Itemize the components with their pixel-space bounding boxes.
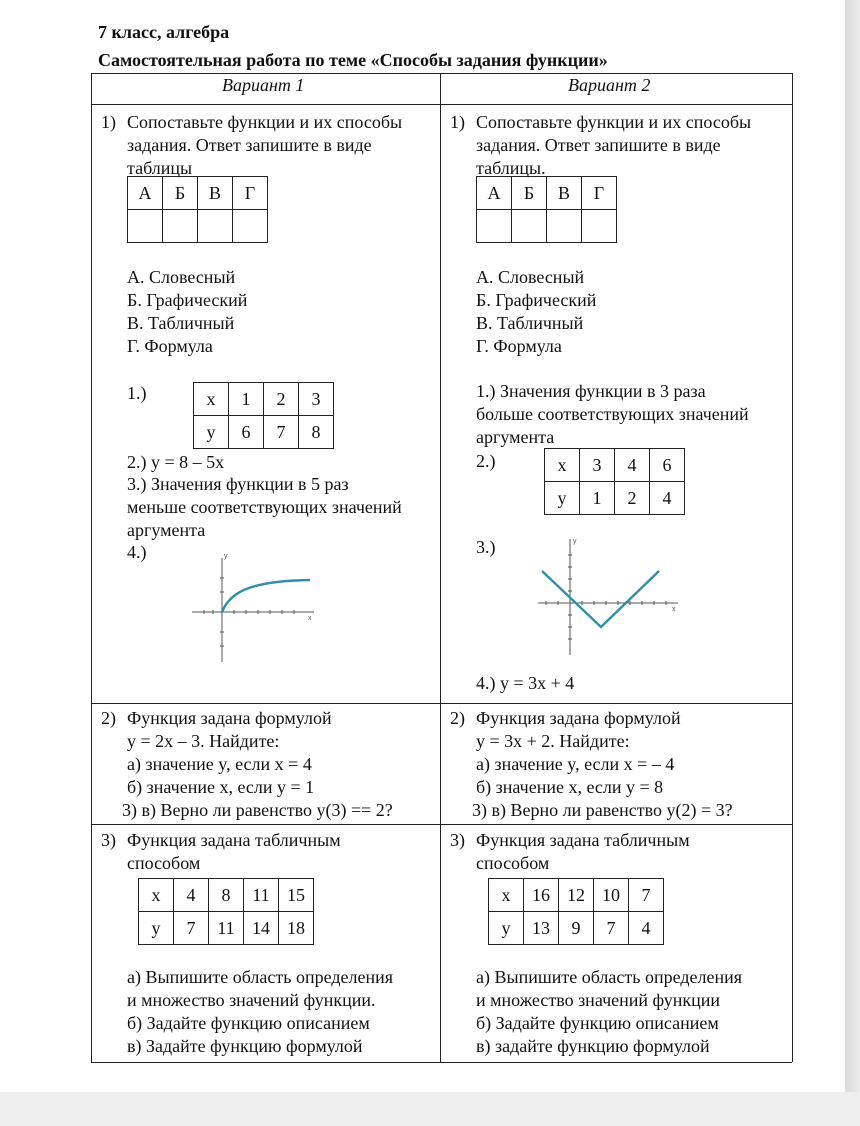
v1-method-b: Б. Графический [127,290,248,310]
v1-graph-x-label: x [308,615,312,622]
v2-item1-line1: 1.) Значения функции в 3 раза [476,381,706,401]
v2-item3-graph [532,533,682,663]
grid-line-right [792,73,793,1062]
v1-method-v: В. Табличный [127,313,235,333]
v2-item2-x-value: 3 [580,449,615,482]
v1-task3-number: 3) [101,830,116,850]
v2-answer-cell[interactable] [477,210,512,243]
v2-task3-y-value: 13 [524,912,559,945]
grid-line-bottom [91,1062,792,1063]
v1-item1-y-value: 7 [264,416,299,449]
v2-task2-line2: y = 3x + 2. Найдите: [476,731,630,751]
v1-item1-x-value: 3 [299,383,334,416]
v2-answer-cell[interactable] [547,210,582,243]
v1-task1-number: 1) [101,112,116,132]
v2-answer-header-g: Г [582,177,617,210]
v1-task2-line3: а) значение y, если x = 4 [127,754,312,774]
v1-answer-cell[interactable] [198,210,233,243]
v1-answer-header-v: В [198,177,233,210]
v2-task2-line4: б) значение x, если y = 8 [476,777,664,797]
v1-task2-line2: y = 2x – 3. Найдите: [127,731,280,751]
v2-answer-header-b: Б [512,177,547,210]
v1-item1-y-value: 8 [299,416,334,449]
page-edge-shadow [845,0,860,1126]
v1-task3-x-value: 11 [244,879,279,912]
v2-task2-line3: а) значение y, если x = – 4 [476,754,675,774]
v2-task3-line2: способом [476,853,550,873]
v1-item1-label: 1.) [127,383,147,403]
v1-answer-cell[interactable] [163,210,198,243]
v1-task3-y-value: 7 [174,912,209,945]
v1-item1-x-header: x [194,383,229,416]
v2-answer-cell[interactable] [582,210,617,243]
v1-answer-cell[interactable] [233,210,268,243]
worksheet-title: Самостоятельная работа по теме «Способы задания функции» [98,50,608,70]
v1-task1-text: Сопоставьте функции и их способы задания. Ответ запишите в виде таблицы [127,112,403,178]
v2-task3-number: 3) [450,830,465,850]
v2-item2-y-value: 2 [615,482,650,515]
v1-item1-x-value: 2 [264,383,299,416]
v1-answer-header-a: А [128,177,163,210]
v1-task3-q2: и множество значений функции. [127,990,376,1010]
v1-task2-line5: 3) в) Верно ли равенство y(3) == 2? [122,800,393,820]
v1-item3-line1: 3.) Значения функции в 5 раз [127,474,349,494]
v2-item2-x-header: x [545,449,580,482]
v2-task3-y-header: y [489,912,524,945]
v1-task2-number: 2) [101,708,116,728]
v2-method-b: Б. Графический [476,290,597,310]
v1-task3-x-value: 4 [174,879,209,912]
v2-task2-number: 2) [450,708,465,728]
v2-graph-x-label: x [672,606,676,613]
v2-item1-line3: аргумента [476,427,555,447]
grid-line-top [91,73,792,74]
v2-answer-header-v: В [547,177,582,210]
v1-item4-graph [190,548,320,668]
v2-task3-x-value: 7 [629,879,664,912]
v1-item1-y-value: 6 [229,416,264,449]
v1-task3-y-value: 11 [209,912,244,945]
v2-task3-x-value: 16 [524,879,559,912]
v1-task3-y-header: y [139,912,174,945]
v1-method-a: А. Словесный [127,267,236,287]
v1-task3-q1: а) Выпишите область определения [127,967,393,987]
v2-task3-q1: а) Выпишите область определения [476,967,742,987]
v1-task3-x-header: x [139,879,174,912]
v1-item3-line3: аргумента [127,520,206,540]
v2-task3-y-value: 9 [559,912,594,945]
v1-answer-header-g: Г [233,177,268,210]
v2-item1-line2: больше соответствующих значений [476,404,749,424]
v1-item3-line2: меньше соответствующих значений [127,497,402,517]
v2-graph-v-line [542,571,659,627]
v2-item2-y-header: y [545,482,580,515]
grid-line-middle [440,73,441,1062]
v1-answer-table [127,176,268,243]
page-bottom-margin [0,1092,860,1126]
grid-line-row1 [91,703,792,704]
grid-line-header [91,104,792,105]
v2-task3-q3: б) Задайте функцию описанием [476,1013,719,1033]
v2-item2-label: 2.) [476,451,496,471]
v1-item4-label: 4.) [127,542,147,562]
v2-answer-table [476,176,617,243]
variant1-heading: Вариант 1 [222,75,305,95]
v2-item4-formula: 4.) y = 3x + 4 [476,673,575,693]
v2-task3-y-value: 7 [594,912,629,945]
v1-answer-cell[interactable] [128,210,163,243]
v2-task3-x-header: x [489,879,524,912]
v2-task3-line1: Функция задана табличным [476,830,690,850]
v1-task3-table [138,878,314,945]
v1-task2-line4: б) значение x, если y = 1 [127,777,315,797]
v2-method-a: А. Словесный [476,267,585,287]
v1-graph-curve [222,580,310,612]
v1-task3-y-value: 14 [244,912,279,945]
v2-task3-q4: в) задайте функцию формулой [476,1036,710,1056]
v1-task3-y-value: 18 [279,912,314,945]
v1-item1-y-header: y [194,416,229,449]
v1-item2-formula: 2.) y = 8 – 5x [127,452,225,472]
v1-graph-y-label: y [224,553,228,560]
v2-graph-y-label: y [573,538,577,545]
v2-task3-q2: и множество значений функции [476,990,721,1010]
v1-task3-q3: б) Задайте функцию описанием [127,1013,370,1033]
v2-task2-line5: 3) в) Верно ли равенство y(2) = 3? [472,800,733,820]
v2-item2-y-value: 1 [580,482,615,515]
v1-task3-line1: Функция задана табличным [127,830,341,850]
v1-task2-line1: Функция задана формулой [127,708,332,728]
v1-item1-table [193,382,334,449]
v2-item2-x-value: 6 [650,449,685,482]
v1-answer-header-b: Б [163,177,198,210]
v2-item2-y-value: 4 [650,482,685,515]
v2-method-g: Г. Формула [476,336,562,356]
v2-task3-y-value: 4 [629,912,664,945]
v1-method-g: Г. Формула [127,336,213,356]
v2-item2-table [544,448,685,515]
v1-item1-x-value: 1 [229,383,264,416]
v2-task1-number: 1) [450,112,465,132]
v2-method-v: В. Табличный [476,313,584,333]
v2-task1-text: Сопоставьте функции и их способы задания. Ответ запишите в виде таблицы. [476,112,752,178]
v2-task3-table [488,878,664,945]
grade-subject-title: 7 класс, алгебра [98,22,230,42]
v1-task3-line2: способом [127,853,201,873]
v1-task3-q4: в) Задайте функцию формулой [127,1036,363,1056]
v1-task3-x-value: 8 [209,879,244,912]
v2-item2-x-value: 4 [615,449,650,482]
grid-line-row2 [91,824,792,825]
v2-task2-line1: Функция задана формулой [476,708,681,728]
v1-task3-x-value: 15 [279,879,314,912]
variant2-heading: Вариант 2 [568,75,651,95]
v2-item3-label: 3.) [476,537,496,557]
grid-line-left [91,73,92,1062]
v2-task3-x-value: 10 [594,879,629,912]
v2-answer-header-a: А [477,177,512,210]
v2-task3-x-value: 12 [559,879,594,912]
v2-answer-cell[interactable] [512,210,547,243]
